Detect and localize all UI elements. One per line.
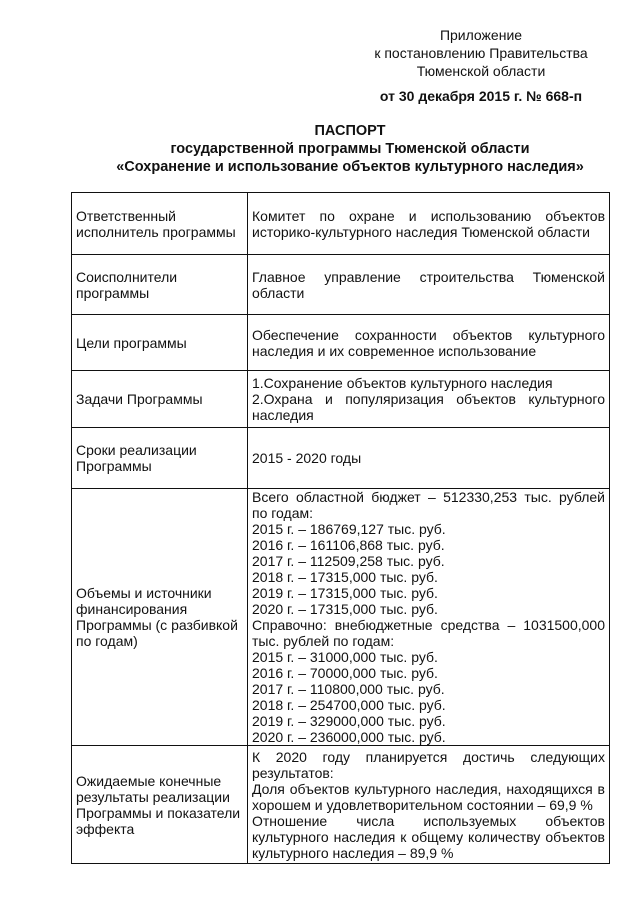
row-value-line: культурного наследия к общему количеству объектов [252,828,605,845]
row-label: Ожидаемые конечные результаты реализации Программы и показатели эффекта [72,746,248,864]
row-value-line: Всего областной бюджет – 512330,253 тыс. рублей [252,489,605,505]
title-program-name: «Сохранение и использование объектов культурного наследия» [116,159,584,175]
row-value-line: 2015 г. – 186769,127 тыс. руб. [252,521,446,537]
row-value-line: 2017 г. – 112509,258 тыс. руб. [252,553,445,569]
appendix-header [346,26,616,105]
row-value-line: 2016 г. – 161106,868 тыс. руб. [252,537,445,553]
row-value-line: 1.Сохранение объектов культурного наследия [252,375,553,391]
row-label: Объемы и источники финансирования Программы (с разбивкой по годам) [72,489,248,746]
row-label: Соисполнители программы [72,255,248,315]
row-value [248,746,610,864]
row-value-line: культурного наследия – 89,9 % [252,844,454,861]
table-row [72,489,610,746]
row-value [248,489,610,746]
row-value-line: историко-культурного наследия Тюменской области [252,223,590,240]
row-value-line: 2019 г. – 17315,000 тыс. руб. [252,585,438,601]
row-value-line: наследия [252,407,314,423]
row-value-line: хорошем и удовлетворительном состоянии – 69,9 % [252,796,593,813]
table-row [72,315,610,371]
appendix-line-2: к постановлению Правительства [374,45,588,61]
appendix-line-1: Приложение [439,27,523,43]
title-passport: ПАСПОРТ [314,123,386,139]
row-value-line: Доля объектов культурного наследия, находящихся в [252,780,605,797]
row-value [248,428,610,489]
row-value-line: 2015 г. – 31000,000 тыс. руб. [252,649,438,665]
row-value-line: по годам: [252,505,314,521]
table-row [72,428,610,489]
appendix-line-3: Тюменской области [416,63,546,79]
row-value [248,255,610,315]
row-value-line: наследия и их современное использование [252,342,537,359]
row-value-line: тыс. рублей по годам: [252,633,395,649]
title-program: государственной программы Тюменской области [170,141,530,157]
row-value [248,371,610,428]
row-value-line: 2017 г. – 110800,000 тыс. руб. [252,681,445,697]
table-row [72,746,610,864]
row-value-line: результатов: [252,764,334,781]
row-label: Ответственный исполнитель программы [72,193,248,255]
row-value-line: 2020 г. – 236000,000 тыс. руб. [252,729,446,745]
row-value-line: Справочно: внебюджетные средства – 1031500,000 [252,617,605,633]
row-value-line: Комитет по охране и использованию объектов [252,207,605,224]
row-label: Задачи Программы [72,371,248,428]
row-value-line: 2018 г. – 17315,000 тыс. руб. [252,569,438,585]
row-value-line: 2020 г. – 17315,000 тыс. руб. [252,601,438,617]
row-value-line: 2019 г. – 329000,000 тыс. руб. [252,713,446,729]
row-value-line: 2018 г. – 254700,000 тыс. руб. [252,697,446,713]
appendix-date: от 30 декабря 2015 г. № 668-п [379,88,583,104]
table-row [72,193,610,255]
document-title [60,122,640,176]
row-value-line: 2.Охрана и популяризация объектов культурного [252,391,605,407]
row-value-line: Отношение числа используемых объектов [252,812,605,829]
table-row [72,255,610,315]
passport-table [71,192,610,864]
row-value [248,193,610,255]
table-row [72,371,610,428]
row-value-line: области [252,284,305,301]
row-value-line: Главное управление строительства Тюменской [252,268,605,285]
row-label: Цели программы [72,315,248,371]
row-value-line: Обеспечение сохранности объектов культурного [252,326,605,343]
row-value-line: 2015 - 2020 годы [252,450,362,466]
row-label: Сроки реализации Программы [72,428,248,489]
row-value [248,315,610,371]
row-value-line: К 2020 году планируется достичь следующих [252,748,605,765]
row-value-line: 2016 г. – 70000,000 тыс. руб. [252,665,438,681]
